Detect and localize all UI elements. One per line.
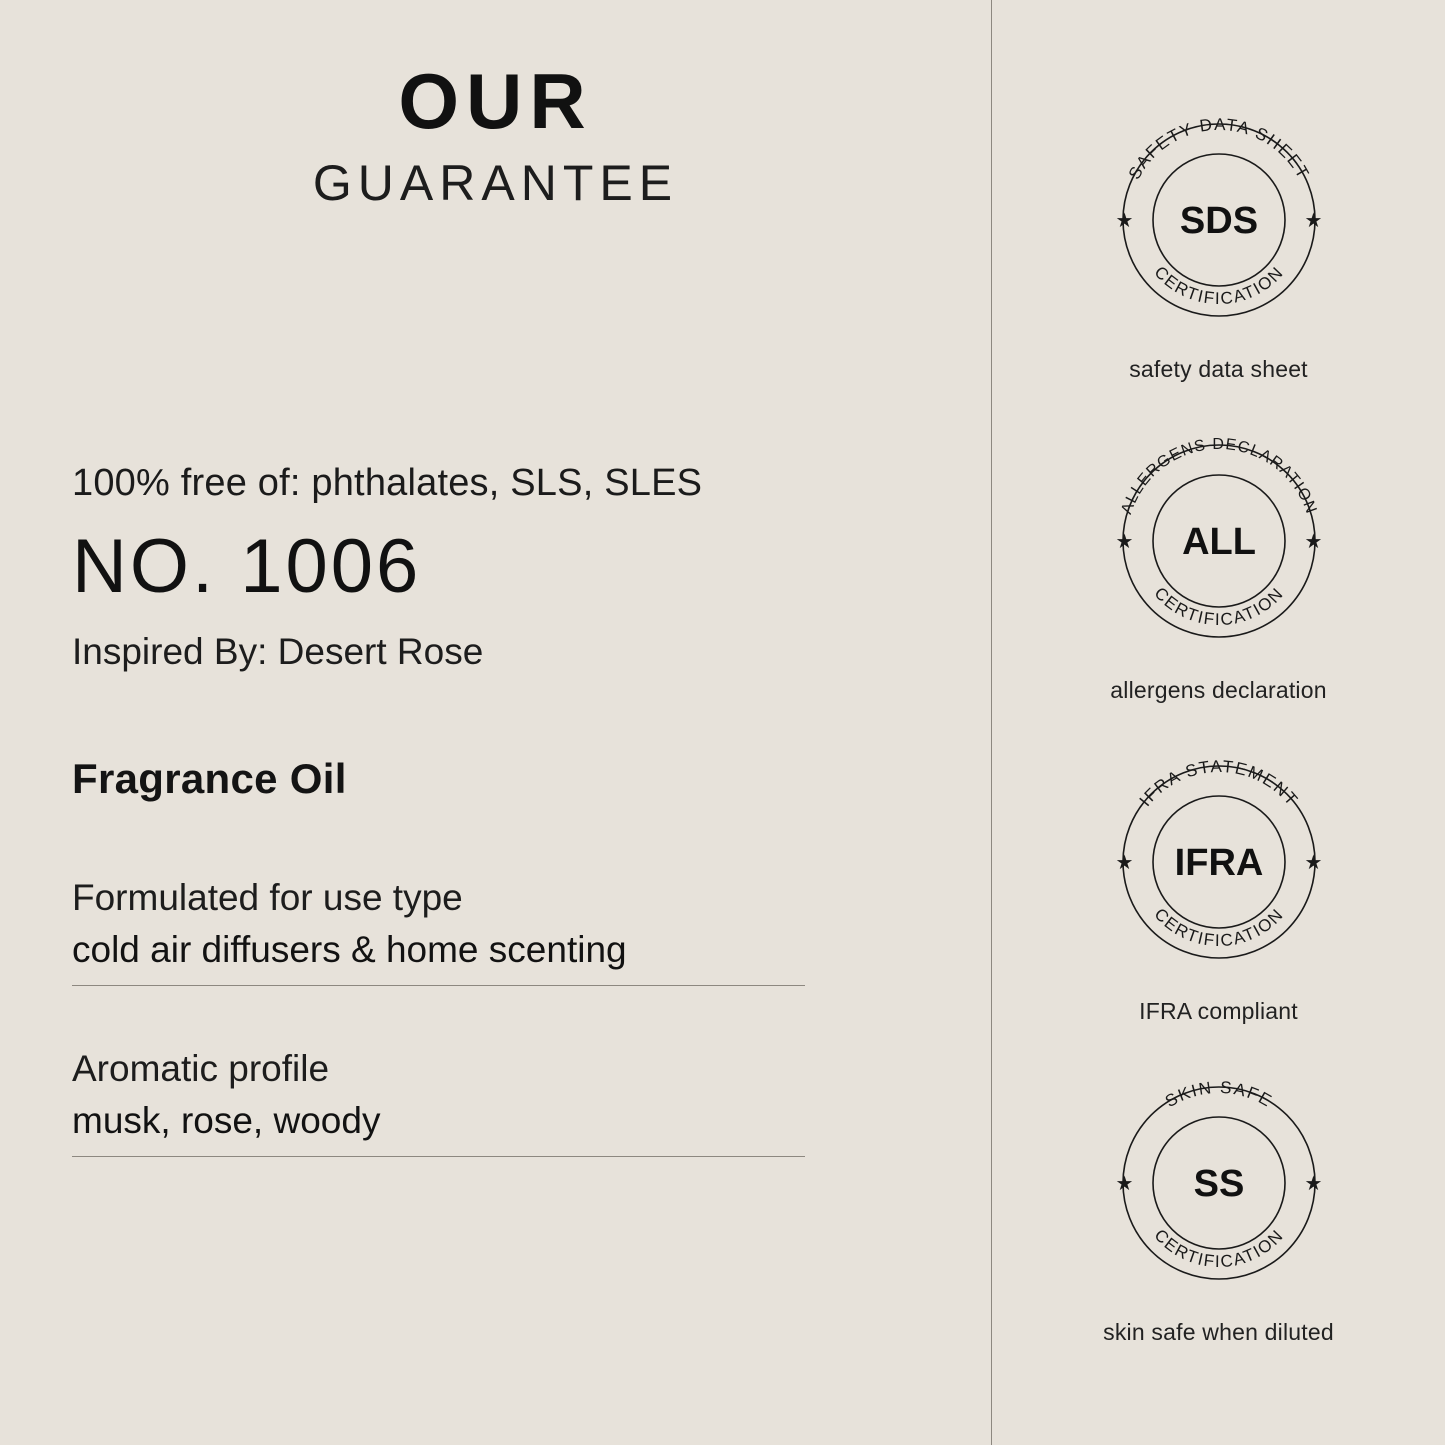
aromatic-profile-spec	[72, 1048, 805, 1157]
seal-icon-sds	[1095, 96, 1343, 344]
seal-arc-top-sds: SAFETY DATA SHEET	[1124, 114, 1313, 183]
star-icon-right-sds: ★	[1304, 210, 1322, 232]
star-icon-left-sds: ★	[1115, 210, 1133, 232]
page-title	[0, 0, 992, 211]
inspired-by-text: Inspired By: Desert Rose	[72, 631, 484, 672]
badge-group-allergens	[992, 417, 1445, 704]
product-type-label: Fragrance Oil	[72, 755, 347, 802]
aromatic-profile-value: musk, rose, woody	[72, 1100, 805, 1157]
product-details	[72, 462, 872, 1157]
seal-arc-bottom-sds: CERTIFICATION	[1150, 262, 1287, 309]
product-number: NO. 1006	[72, 524, 422, 609]
star-icon-left-allergens: ★	[1115, 531, 1133, 553]
seal-abbr-sds: SDS	[1179, 200, 1258, 242]
badge-caption-ifra: IFRA compliant	[1139, 998, 1298, 1024]
star-icon-left-ifra: ★	[1115, 852, 1133, 874]
seal-arc-top-allergens: ALLERGENS DECLARATION	[1117, 435, 1320, 517]
title-line-guarantee: GUARANTEE	[312, 155, 679, 211]
title-line-our: OUR	[398, 57, 593, 145]
seal-arc-top-ifra: IFRA STATEMENT	[1135, 756, 1302, 811]
seal-arc-bottom-skin-safe: CERTIFICATION	[1150, 1225, 1287, 1272]
svg-text:SKIN SAFE	[1161, 1078, 1275, 1111]
badge-caption-skin-safe: skin safe when diluted	[1103, 1319, 1334, 1345]
svg-text:ALLERGENS DECLARATION	[1118, 436, 1319, 517]
star-icon-left-skin-safe: ★	[1115, 1173, 1133, 1195]
svg-text:SAFETY DATA SHEET	[1124, 115, 1312, 183]
badge-group-skin-safe	[992, 1059, 1445, 1346]
seal-abbr-ifra: IFRA	[1174, 842, 1263, 884]
seal-icon-ifra	[1095, 738, 1343, 986]
seal-abbr-skin-safe: SS	[1193, 1163, 1244, 1205]
badge-caption-sds: safety data sheet	[1129, 356, 1308, 382]
badge-caption-allergens: allergens declaration	[1110, 677, 1327, 703]
seal-icon-skin-safe	[1095, 1059, 1343, 1307]
seal-arc-bottom-ifra: CERTIFICATION	[1150, 904, 1287, 951]
seal-icon-allergens	[1095, 417, 1343, 665]
seal-arc-bottom-allergens: CERTIFICATION	[1150, 583, 1287, 630]
svg-text:IFRA STATEMENT	[1135, 757, 1301, 810]
aromatic-profile-label: Aromatic profile	[72, 1048, 330, 1089]
use-type-value: cold air diffusers & home scenting	[72, 929, 805, 986]
certification-badges	[992, 0, 1445, 1445]
seal-abbr-allergens: ALL	[1181, 521, 1256, 563]
star-icon-right-allergens: ★	[1304, 531, 1322, 553]
use-type-label: Formulated for use type	[72, 877, 463, 918]
star-icon-right-skin-safe: ★	[1304, 1173, 1322, 1195]
use-type-spec	[72, 877, 805, 986]
vertical-divider	[991, 0, 992, 1445]
badge-group-ifra	[992, 738, 1445, 1025]
badge-group-sds	[992, 96, 1445, 383]
seal-arc-top-skin-safe: SKIN SAFE	[1161, 1077, 1276, 1112]
star-icon-right-ifra: ★	[1304, 852, 1322, 874]
free-of-text: 100% free of: phthalates, SLS, SLES	[72, 462, 703, 504]
